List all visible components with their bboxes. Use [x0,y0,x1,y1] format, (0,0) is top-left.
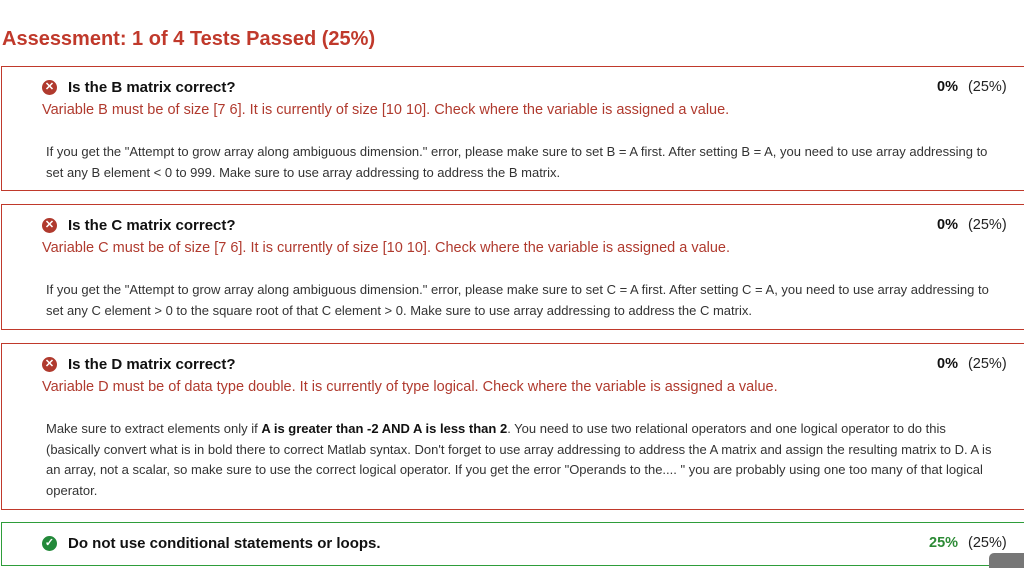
test-score: 25% [929,535,959,551]
x-circle-icon: ✕ [42,80,57,95]
check-circle-icon: ✓ [42,536,57,551]
test-result-no-loops [1,522,1024,566]
test-error-message: Variable D must be of data type double. It is currently of type logical. Check where the variable is assigned a value. [42,379,778,395]
test-hint: If you get the "Attempt to grow array along ambiguous dimension." error, please make sure to set B = A first. After setting B = A, you need to use array addressing to set any B element < 0 to 999. Make sure to use array addressing to address the B matrix. [46,144,988,180]
test-result-d-matrix [1,343,1024,510]
x-circle-icon: ✕ [42,218,57,233]
test-hint [46,419,996,501]
hint-text: Make sure to extract elements only if [46,421,262,436]
test-result-c-matrix [1,204,1024,330]
test-score: 0% [937,79,958,95]
test-hint: If you get the "Attempt to grow array along ambiguous dimension." error, please make sure to set C = A first. After setting C = A, you need to use array addressing to set any C element > 0 to the square root of that C element > 0. Make sure to use array addressing to address the C matrix. [46,282,989,318]
test-error-message: Variable C must be of size [7 6]. It is currently of size [10 10]. Check where the variable is assigned a value. [42,240,731,256]
test-score: 0% [937,356,958,372]
test-error-message: Variable B must be of size [7 6]. It is currently of size [10 10]. Check where the variable is assigned a value. [42,102,730,118]
test-name: Is the B matrix correct? [68,79,236,96]
assessment-title: Assessment: 1 of 4 Tests Passed (25%) [2,28,376,50]
hint-bold-condition: A is greater than -2 AND A is less than 2 [261,421,508,436]
test-name: Is the C matrix correct? [68,217,236,234]
test-weight: (25%) [967,217,1007,233]
test-weight: (25%) [968,535,1007,551]
x-circle-icon: ✕ [42,357,57,372]
test-name: Do not use conditional statements or loops. [68,535,381,552]
hint-text: . You need to use two relational operators and one logical operator to do this (basically convert what is in bold there to correct Matlab syntax. Don't forget to use array addressing to address the A matrix and assign the resulting matrix to D. A is an array, not a scalar, so make sure to use the correct logical operator. If you get the error "Operands to the.... " you are probably using one too many of that logical operator. [46,421,992,498]
test-weight: (25%) [967,79,1007,95]
scroll-corner[interactable] [989,553,1024,568]
test-weight: (25%) [967,356,1007,372]
test-score: 0% [937,217,958,233]
test-result-b-matrix [1,66,1024,191]
test-name: Is the D matrix correct? [68,356,236,373]
